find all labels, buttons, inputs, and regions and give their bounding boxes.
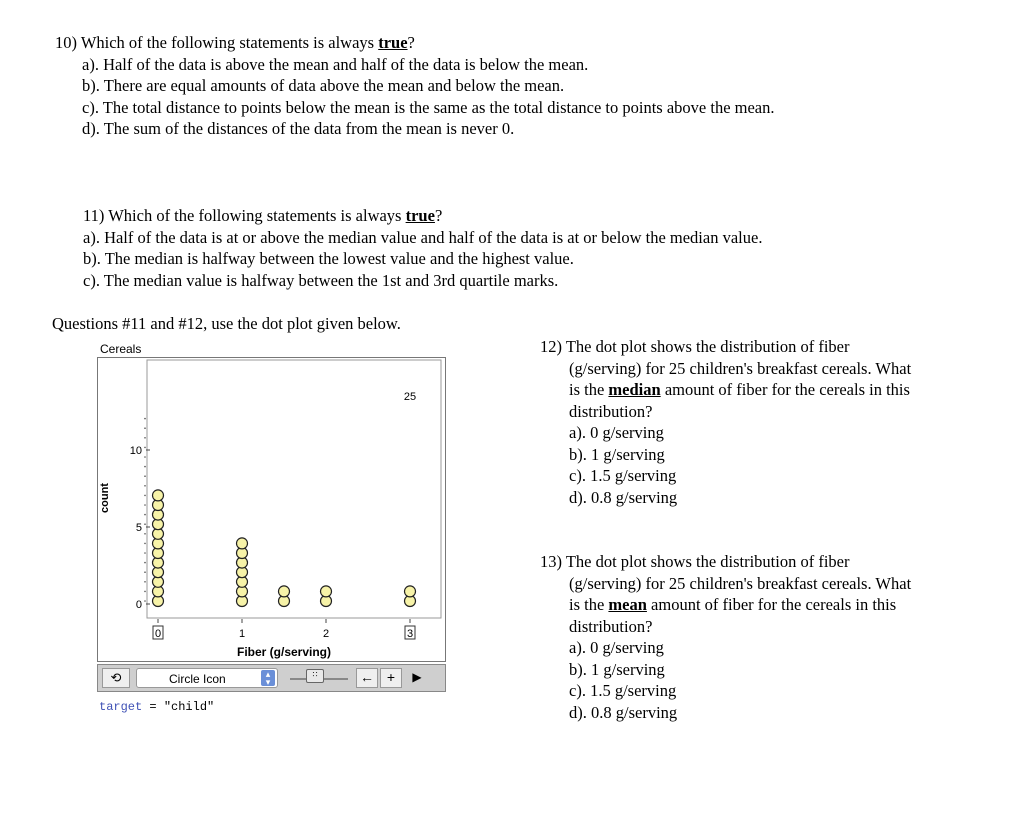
question-13-line-3: is the mean amount of fiber for the cereals in this <box>569 595 897 614</box>
small-mark <box>144 427 146 429</box>
small-mark <box>144 504 146 506</box>
question-13 <box>540 551 911 723</box>
small-mark <box>144 485 146 487</box>
x-tick-label-2: 2 <box>322 628 330 640</box>
data-dot <box>321 586 332 597</box>
plus-icon: + <box>386 669 396 685</box>
small-mark <box>144 552 146 554</box>
question-12-line-1: 12) The dot plot shows the distribution of fiber <box>540 337 850 356</box>
question-10-stem: 10) Which of the following statements is always true? <box>55 33 415 52</box>
question-13-line-4: distribution? <box>569 616 653 636</box>
target-expression <box>99 700 214 714</box>
question-13-option-c: c). 1.5 g/serving <box>569 681 677 700</box>
question-12-option-a: a). 0 g/serving <box>569 423 664 442</box>
question-12-line-2: (g/serving) for 25 children's breakfast cereals. What <box>569 358 912 378</box>
question-12-line-3: is the median amount of fiber for the cereals in this <box>569 380 910 399</box>
data-dot <box>279 586 290 597</box>
question-10-option-a: a). Half of the data is above the mean and half of the data is below the mean. <box>82 54 589 74</box>
question-10-option-d: d). The sum of the distances of the data from the mean is never 0. <box>82 119 515 138</box>
y-tick-label-5: 5 <box>135 522 142 534</box>
icon-type-select[interactable] <box>136 668 278 688</box>
small-mark <box>144 418 146 420</box>
question-12 <box>540 336 911 508</box>
target-keyword: target <box>99 700 143 714</box>
small-mark <box>144 523 146 525</box>
plot-title: Cereals <box>100 342 142 356</box>
play-button[interactable] <box>408 668 426 688</box>
small-mark <box>144 456 146 458</box>
small-mark <box>144 600 146 602</box>
play-icon: ▶ <box>412 670 422 684</box>
total-count-label: 25 <box>403 391 417 403</box>
question-12-line-4: distribution? <box>569 401 653 421</box>
question-10 <box>55 32 775 140</box>
back-button[interactable] <box>356 668 378 688</box>
question-11-option-a: a). Half of the data is at or above the median value and half of the data is at or below the median value. <box>83 227 763 247</box>
small-mark <box>144 533 146 535</box>
data-dot <box>153 490 164 501</box>
dot-plot-svg <box>98 358 445 661</box>
small-mark <box>144 514 146 516</box>
question-12-option-c: c). 1.5 g/serving <box>569 466 677 485</box>
refresh-icon: ⟲ <box>110 670 122 685</box>
x-tick-label-0: 0 <box>154 628 162 640</box>
question-10-option-c: c). The total distance to points below the mean is the same as the total distance to points above the mean. <box>82 97 775 117</box>
x-axis-label: Fiber (g/serving) <box>236 645 332 659</box>
small-mark <box>144 571 146 573</box>
plot-toolbar <box>97 664 446 692</box>
data-dot <box>405 586 416 597</box>
icon-type-select-value: Circle Icon <box>169 672 226 686</box>
small-mark <box>144 581 146 583</box>
size-slider-thumb[interactable]: ∷ <box>306 669 324 683</box>
small-mark <box>144 475 146 477</box>
small-mark <box>144 562 146 564</box>
question-11 <box>83 205 762 291</box>
refresh-button[interactable] <box>102 668 130 688</box>
small-mark <box>144 447 146 449</box>
question-13-line-1: 13) The dot plot shows the distribution of fiber <box>540 552 850 571</box>
small-mark <box>144 543 146 545</box>
small-mark <box>144 437 146 439</box>
plot-area <box>147 360 441 618</box>
y-tick-label-10: 10 <box>129 445 142 457</box>
add-button[interactable] <box>380 668 402 688</box>
target-value: = "child" <box>142 700 215 714</box>
question-11-option-c: c). The median value is halfway between the 1st and 3rd quartile marks. <box>83 270 559 290</box>
question-13-option-b: b). 1 g/serving <box>569 659 665 679</box>
question-13-line-2: (g/serving) for 25 children's breakfast cereals. What <box>569 573 912 593</box>
question-11-option-b: b). The median is halfway between the lowest value and the highest value. <box>83 249 574 268</box>
small-mark <box>144 495 146 497</box>
question-10-option-b: b). There are equal amounts of data above the mean and below the mean. <box>82 76 565 95</box>
select-arrow-icon: ▴ ▾ <box>261 670 275 686</box>
dot-plot-frame <box>97 357 446 662</box>
question-13-option-d: d). 0.8 g/serving <box>569 702 678 722</box>
question-12-option-d: d). 0.8 g/serving <box>569 487 678 507</box>
data-dot <box>237 538 248 549</box>
small-mark <box>144 466 146 468</box>
arrow-left-icon: ← <box>360 669 374 685</box>
x-tick-label-3: 3 <box>406 628 414 640</box>
question-13-option-a: a). 0 g/serving <box>569 638 664 657</box>
question-12-option-b: b). 1 g/serving <box>569 444 665 464</box>
question-11-stem: 11) Which of the following statements is always true? <box>83 206 443 225</box>
small-mark <box>144 591 146 593</box>
y-axis-label: count <box>99 483 111 513</box>
dot-plot-instructions: Questions #11 and #12, use the dot plot given below. <box>52 314 401 333</box>
y-tick-label-0: 0 <box>135 599 142 611</box>
x-tick-label-1: 1 <box>238 628 246 640</box>
